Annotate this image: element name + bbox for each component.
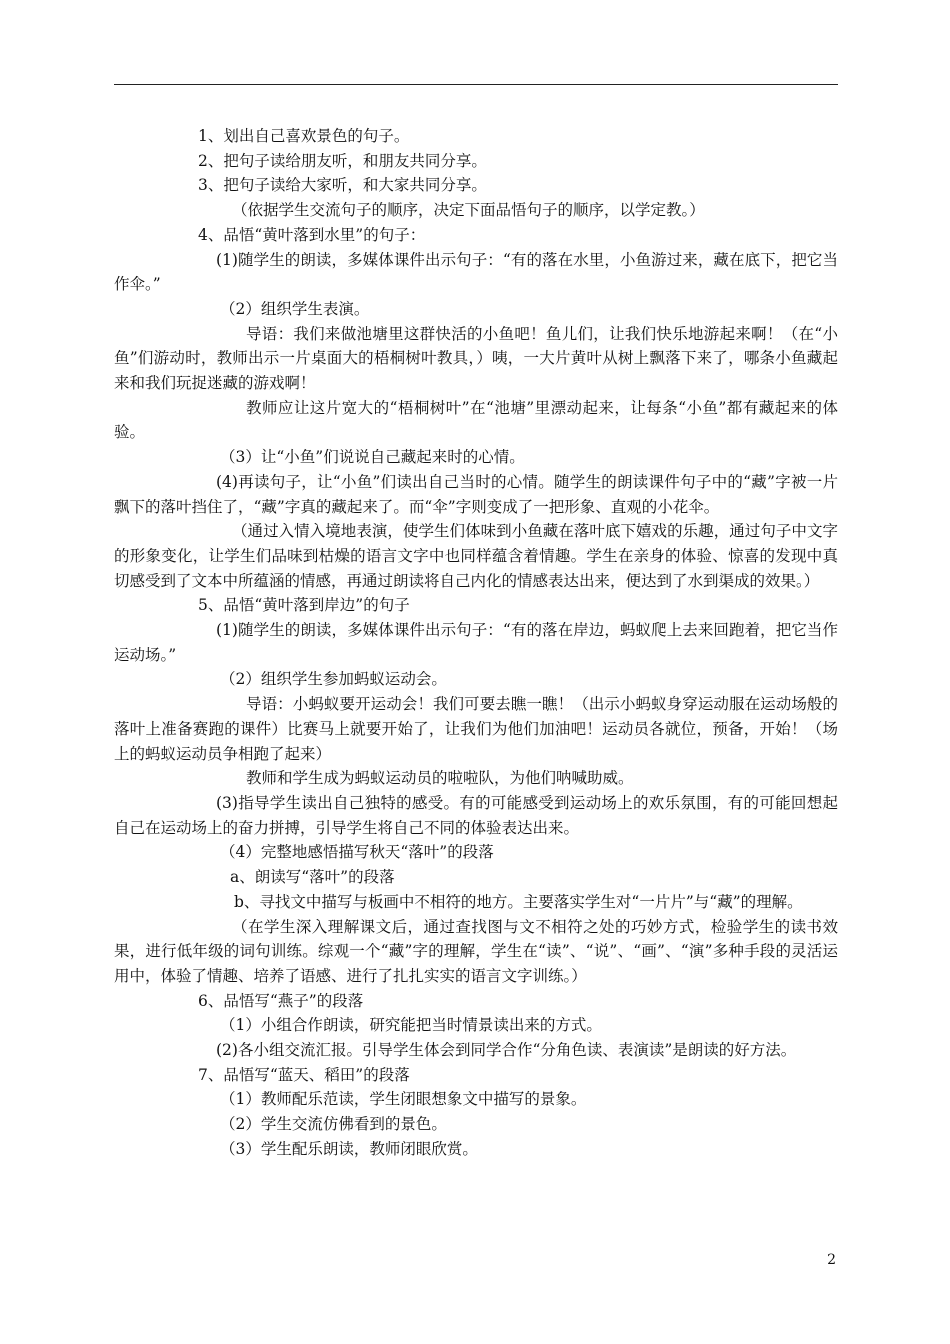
step-6-sub-2: (2)各小组交流汇报。引导学生体会到同学合作“分角色读、表演读”是朗读的好方法。 xyxy=(216,1041,797,1060)
item-b: b、寻找文中描写与板画中不相符的地方。主要落实学生对“一片片”与“藏”的理解。 xyxy=(234,892,803,911)
step-6-sub-1: （1）小组合作朗读，研究能把当时情景读出来的方式。 xyxy=(220,1016,602,1035)
teacher-leaf: 教师应让这片宽大的“梧桐树叶”在“池塘”里漂动起来，让每条“小鱼”都有藏起来的体验。 xyxy=(114,398,838,442)
teacher-cheer: 教师和学生成为蚂蚁运动员的啦啦队，为他们呐喊助威。 xyxy=(246,769,634,788)
step-5-heading: 5、品悟“黄叶落到岸边”的句子 xyxy=(198,596,410,615)
step-5-sub-3: (3)指导学生读出自己独特的感受。有的可能感受到运动场上的欢乐氛围，有的可能回想起自己在运动场上的奋力拼搏，引导学生将自己不同的体验表达出来。 xyxy=(114,793,838,837)
note-fish: （通过入情入境地表演，使学生们体味到小鱼藏在落叶底下嬉戏的乐趣，通过句子中文字的形象变化，让学生们品味到枯燥的语言文字中也同样蕴含着情趣。学生在亲身的体验、惊喜的发现中真切感受到了文本中所蕴涵的情感，再通过朗读将自己内化的情感表达出来，便达到了水到渠成的效果。） xyxy=(114,522,838,590)
item-a: a、朗读写“落叶”的段落 xyxy=(230,868,395,887)
note-order: （依据学生交流句子的顺序，决定下面品悟句子的顺序，以学定教。） xyxy=(232,201,705,220)
step-1: 1、划出自己喜欢景色的句子。 xyxy=(198,127,410,145)
guide-ants: 导语：小蚂蚁要开运动会！我们可要去瞧一瞧！（出示小蚂蚁身穿运动服在运动场般的落叶上准备赛跑的课件）比赛马上就要开始了，让我们为他们加油吧！运动员各就位，预备，开始！（场上的蚂蚁运动员争相跑了起来） xyxy=(114,695,838,763)
step-3: 3、把句子读给大家听，和大家共同分享。 xyxy=(198,176,487,195)
step-5-sub-2: （2）组织学生参加蚂蚁运动会。 xyxy=(220,670,447,689)
step-5-sub-1: (1)随学生的朗读，多媒体课件出示句子：“有的落在岸边，蚂蚁爬上去来回跑着，把它当作运动场。” xyxy=(114,621,838,664)
step-7-heading: 7、品悟写“蓝天、稻田”的段落 xyxy=(198,1065,410,1084)
step-2: 2、把句子读给朋友听，和朋友共同分享。 xyxy=(198,151,487,170)
step-4-sub-3: （3）让“小鱼”们说说自己藏起来时的心情。 xyxy=(220,448,525,467)
step-5-sub-4: （4）完整地感悟描写秋天“落叶”的段落 xyxy=(220,843,494,862)
step-4-sub-4: (4)再读句子，让“小鱼”们读出自己当时的心情。随学生的朗读课件句子中的“藏”字被一片飘下的落叶挡住了，“藏”字真的藏起来了。而“伞”字则变成了一把形象、直观的小花伞。 xyxy=(114,472,838,516)
step-4-heading: 4、品悟“黄叶落到水里”的句子： xyxy=(198,225,426,244)
step-7-sub-3: （3）学生配乐朗读，教师闭眼欣赏。 xyxy=(220,1139,478,1158)
step-6-heading: 6、品悟写“燕子”的段落 xyxy=(198,991,364,1010)
document-body xyxy=(114,124,838,1162)
step-4-sub-1: (1)随学生的朗读，多媒体课件出示句子：“有的落在水里，小鱼游过来，藏在底下，把它当作伞。” xyxy=(114,250,838,294)
header-rule xyxy=(114,84,838,85)
page-number: 2 xyxy=(827,1252,836,1268)
step-4-sub-2: （2）组织学生表演。 xyxy=(220,299,370,318)
step-7-sub-1: （1）教师配乐范读，学生闭眼想象文中描写的景象。 xyxy=(220,1090,587,1109)
step-7-sub-2: （2）学生交流仿佛看到的景色。 xyxy=(220,1115,447,1134)
guide-fish: 导语：我们来做池塘里这群快活的小鱼吧！鱼儿们，让我们快乐地游起来啊！（在“小鱼”们游动时，教师出示一片桌面大的梧桐树叶教具，）咦，一大片黄叶从树上飘落下来了，哪条小鱼藏起来和我们玩捉迷藏的游戏啊！ xyxy=(114,324,838,393)
note-cang: （在学生深入理解课文后，通过查找图与文不相符之处的巧妙方式，检验学生的读书效果，进行低年级的词句训练。综观一个“藏”字的理解，学生在“读”、“说”、“画”、“演”多种手段的灵活运用中，体验了情趣、培养了语感、进行了扎扎实实的语言文字训练。） xyxy=(114,917,838,985)
